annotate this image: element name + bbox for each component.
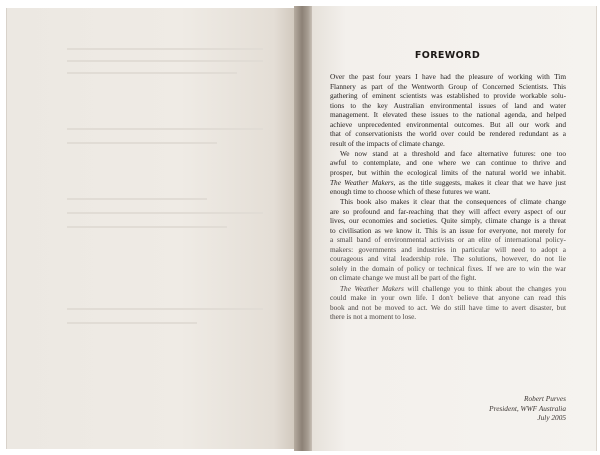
text-line: there is not a moment to lose. [330,312,417,322]
text-line: solely in the domain of policy or technical fixes. If we are to win the war [330,263,566,273]
text-line: makers: governments and industries in particular will need to adopt a [330,244,566,254]
text-line: management. It elevated these issues to the national agenda, and helped [330,110,566,120]
text-line: that of conservationists the world over could be rendered redundant as a [330,129,566,139]
text-line: We now stand at a threshold and face alternative futures: one too [340,148,566,158]
text-line: result of the impacts of climate change. [330,138,445,148]
text-line: a small band of environmental activists or an elite of international policy- [330,235,566,245]
text-line: could make in your own life. I don't believe that anyone can read this [330,293,566,303]
foreword-heading: FOREWORD [414,50,481,61]
text-line: gathering of eminent scientists was established to provide workable solu- [330,91,566,101]
text-line: lives, our economies and societies. Quite simply, climate change is a threat [330,216,566,226]
paragraph-4 [330,284,566,322]
text-line: awful to contemplate, and one where we can continue to thrive and [330,158,566,168]
text-line: achieve unprecedented environmental outcomes. But all our work and [330,119,566,129]
signature-name: Robert Purves [524,394,566,403]
text-line: The Weather Makers will challenge you to think about the changes you [340,283,566,293]
text-line: This book also makes it clear that the consequences of climate change [340,197,566,207]
left-page-blank [6,8,297,449]
paragraph-3 [330,197,566,283]
text-line: enough time to choose which of these futures we want. [330,187,491,197]
text-line: The Weather Makers, as the title suggests, makes it clear that we have just [330,177,566,187]
signature-title: President, WWF Australia [489,403,566,413]
signature-block [420,394,566,423]
paragraph-2 [330,149,566,197]
foreword-body [330,72,566,322]
text-line: to civilisation as we know it. This is an issue for everyone, not merely for [330,225,566,235]
text-line: on climate change we must all be part of the fight. [330,273,477,283]
text-line: Flannery as part of the Wentworth Group of Concerned Scientists. This [330,81,566,91]
text-line: are so profound and far-reaching that they will affect every aspect of our [330,206,566,216]
text-line: Over the past four years I have had the pleasure of working with Tim [330,72,566,81]
signature-date: July 2005 [537,413,566,423]
text-line: tions to the key Australian environmental issues of land and water [330,100,566,110]
paragraph-1 [330,72,566,148]
text-line: courageous and vital leadership role. The solutions, however, do not lie [330,254,566,264]
book-gutter [294,6,314,451]
text-line: prosper, but within the ecological limits of the natural world we inhabit. [330,167,566,177]
text-line: book and not be moved to act. We do still have time to avert disaster, but [330,302,566,312]
